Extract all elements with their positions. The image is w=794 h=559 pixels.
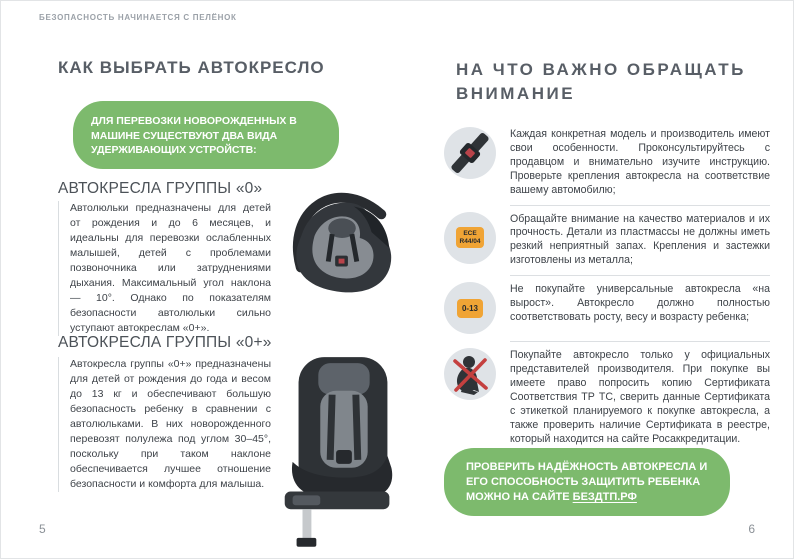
tip-text: Покупайте автокресло только у официальных представителей производителя. При покупке вы имеете право попросить копию Сертификата Соответствия ТР ТС, сверить данные Сертификата с этикеткой планируемого к покупке автокресла, а также проверить наличие Сертификата в реестре, который находится на сайте Росаккредитации. [510,349,770,445]
tip-item-size [444,276,770,341]
tip-text: Каждая конкретная модель и производитель имеют свои особенности. Проконсультируйтесь с продавцом и внимательно изучите инструкцию. Проверьте крепления автокресла на соответствие вашему автомобилю; [510,128,770,196]
section-group0plus-heading: АВТОКРЕСЛА ГРУППЫ «0+» [58,334,272,351]
weight-badge-text: 0-13 [461,303,478,313]
section-group0-body: Автолюльки предназначены для детей от рождения и до 6 месяцев, и идеальны для перевозки ослабленных малышей, детей с проблемами позвоночника или затруднениями дыхания. Максимальный угол наклона — 10°. Однако по показателям безопасности автолюльки сильно уступают автокреслам «0+». [58,201,271,336]
page-number-right: 6 [748,522,755,536]
group0plus-seat-image [263,351,421,549]
left-page-title: КАК ВЫБРАТЬ АВТОКРЕСЛО [58,58,325,77]
section-group0plus-body: Автокресла группы «0+» предназначены для детей от рождения до года и весом до 13 кг и обеспечивают большую безопасность ребенку в сравнении с автолюльками. В них новорожденного перевозят полулежа под углом 30–45°, поскольку при таком наклоне обеспечивается лучшее отношение безопасности и комфорта для малыша. [58,357,271,492]
right-callout-text: ПРОВЕРИТЬ НАДЁЖНОСТЬ АВТОКРЕСЛА И ЕГО СПОСОБНОСТЬ ЗАЩИТИТЬ РЕБЕНКА МОЖНО НА САЙТЕ [466,461,708,503]
page-number-left: 5 [39,522,46,536]
section-group0-heading: АВТОКРЕСЛА ГРУППЫ «0» [58,180,263,197]
tips-list [444,121,770,454]
ece-badge-line2: R44/04 [459,237,481,245]
left-green-callout [73,101,339,169]
tip-item-certificate [444,342,770,453]
ece-certification-icon [444,212,496,264]
tip-text: Не покупайте универсальные автокресла «на вырост». Автокресло должно полностью соответствовать росту, весу и возрасту ребенка; [510,283,770,323]
tip-item-materials [444,206,770,276]
bezdtp-site-link[interactable]: БЕЗДТП.РФ [572,491,637,503]
tip-text: Обращайте внимание на качество материалов и их прочность. Детали из пластмассы не должны иметь резкий неприятный запах. Крепления и застежки изготовлены из металла; [510,212,770,267]
page-header-tagline: БЕЗОПАСНОСТЬ НАЧИНАЕТСЯ С ПЕЛЁНОК [39,13,237,22]
seatbelt-buckle-icon [444,127,496,179]
left-green-callout-text: ДЛЯ ПЕРЕВОЗКИ НОВОРОЖДЕННЫХ В МАШИНЕ СУЩЕСТВУЮТ ДВА ВИДА УДЕРЖИВАЮЩИХ УСТРОЙСТВ: [91,115,297,156]
tip-item-model [444,121,770,205]
right-green-callout [444,448,730,516]
ece-badge-line1: ECE [463,230,477,238]
weight-range-icon [444,282,496,334]
infant-carrier-image [285,173,403,301]
no-child-icon [444,348,496,400]
right-page-title: НА ЧТО ВАЖНО ОБРАЩАТЬ ВНИМАНИЕ [456,60,746,103]
